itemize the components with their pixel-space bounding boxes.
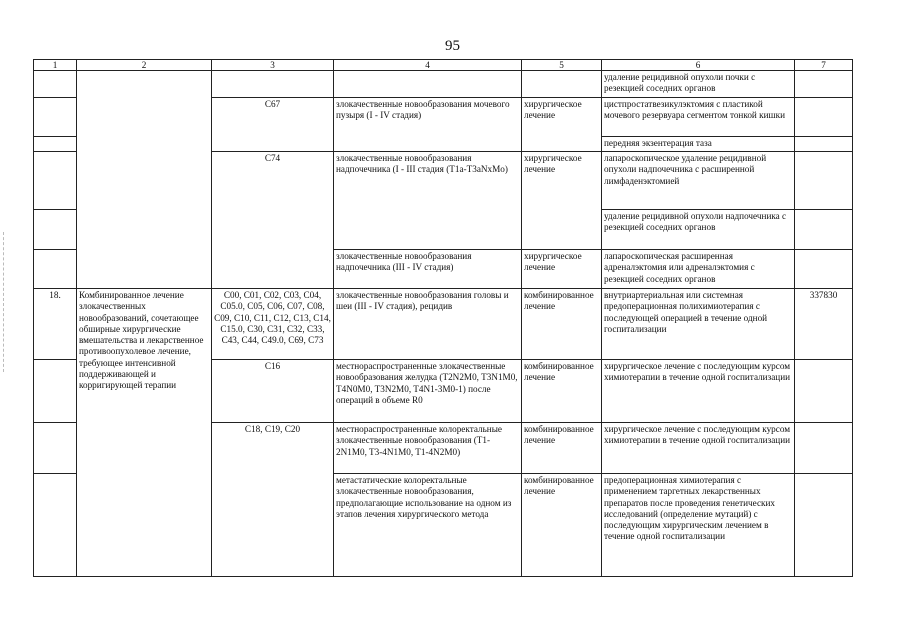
column-number: 6 bbox=[602, 60, 795, 71]
cell-number bbox=[34, 98, 77, 137]
cell-number bbox=[34, 210, 77, 250]
cell-treatment-type bbox=[522, 71, 602, 98]
cell-cost bbox=[795, 210, 853, 250]
table-row bbox=[34, 71, 853, 98]
cell-method: цистпростатвезикулэктомия с пластикой мочевого резервуара сегментом тонкой кишки bbox=[602, 98, 795, 137]
cell-diagnosis: местнораспространенные колоректальные злокачественные новообразования (T1-2N1M0, T3-4N1M0, T1-4N2M0) bbox=[334, 423, 522, 474]
cell-method: лапароскопическая расширенная адреналэктомия или адреналэктомия с резекцией соседних органов bbox=[602, 250, 795, 289]
cell-method: хирургическое лечение с последующим курсом химиотерапии в течение одной госпитализации bbox=[602, 423, 795, 474]
cell-number bbox=[34, 360, 77, 423]
scan-margin-marks bbox=[3, 232, 6, 372]
cell-number bbox=[34, 71, 77, 98]
cell-number bbox=[34, 474, 77, 577]
cell-cost bbox=[795, 137, 853, 152]
cell-diagnosis: злокачественные новообразования головы и шеи (III - IV стадия), рецидив bbox=[334, 289, 522, 360]
column-number: 3 bbox=[212, 60, 334, 71]
cell-method: лапароскопическое удаление рецидивной опухоли надпочечника с расширенной лимфаденэктомией bbox=[602, 152, 795, 210]
cell-diagnosis bbox=[334, 71, 522, 98]
cell-cost bbox=[795, 250, 853, 289]
column-number: 7 bbox=[795, 60, 853, 71]
page-number: 95 bbox=[445, 38, 460, 54]
cell-icd-codes: C16 bbox=[212, 360, 334, 423]
column-number: 2 bbox=[77, 60, 212, 71]
cell-cost bbox=[795, 98, 853, 137]
cell-icd-codes: C67 bbox=[212, 98, 334, 152]
cell-icd-codes: C74 bbox=[212, 152, 334, 289]
cell-method: удаление рецидивной опухоли почки с резекцией соседних органов bbox=[602, 71, 795, 98]
column-number: 5 bbox=[522, 60, 602, 71]
cell-method: хирургическое лечение с последующим курсом химиотерапии в течение одной госпитализации bbox=[602, 360, 795, 423]
cell-profile bbox=[77, 71, 212, 289]
cell-diagnosis: метастатические колоректальные злокачественные новообразования, предполагающие использование на одном из этапов лечения хирургического метода bbox=[334, 474, 522, 577]
cell-method: предоперационная химиотерапия с применением таргетных лекарственных препаратов после проведения генетических исследований (определение мутаций) с последующим хирургическим лечением в течение одной госпитализации bbox=[602, 474, 795, 577]
medical-care-table bbox=[33, 59, 853, 577]
cell-method: передняя экзентерация таза bbox=[602, 137, 795, 152]
cell-treatment-type: комбинированное лечение bbox=[522, 289, 602, 360]
cell-diagnosis: злокачественные новообразования надпочечника (I - III стадия (T1a-T3aNxMo) bbox=[334, 152, 522, 250]
cell-number bbox=[34, 137, 77, 152]
column-number: 1 bbox=[34, 60, 77, 71]
cell-treatment-type: хирургическое лечение bbox=[522, 250, 602, 289]
column-number: 4 bbox=[334, 60, 522, 71]
table-row bbox=[34, 289, 853, 360]
cell-number bbox=[34, 250, 77, 289]
cell-profile: Комбинированное лечение злокачественных новообразований, сочетающее обширные хирургические вмешательства и лекарственное противоопухолевое лечение, требующее интенсивной поддерживающей и корригирующей терапии bbox=[77, 289, 212, 577]
cell-icd-codes bbox=[212, 71, 334, 98]
cell-diagnosis: злокачественные новообразования мочевого пузыря (I - IV стадия) bbox=[334, 98, 522, 152]
cell-number: 18. bbox=[34, 289, 77, 360]
cell-cost bbox=[795, 152, 853, 210]
cell-cost: 337830 bbox=[795, 289, 853, 360]
cell-diagnosis: местнораспространенные злокачественные новообразования желудка (T2N2M0, T3N1M0, T4N0M0, T3N2M0, T4N1-3M0-1) после операций в объеме R0 bbox=[334, 360, 522, 423]
cell-cost bbox=[795, 360, 853, 423]
cell-treatment-type: комбинированное лечение bbox=[522, 474, 602, 577]
cell-icd-codes: C18, C19, C20 bbox=[212, 423, 334, 577]
cell-diagnosis: злокачественные новообразования надпочечника (III - IV стадия) bbox=[334, 250, 522, 289]
cell-number bbox=[34, 423, 77, 474]
cell-method: внутриартериальная или системная предоперационная полихимиотерапия с последующей операцией в течение одной госпитализации bbox=[602, 289, 795, 360]
cell-cost bbox=[795, 423, 853, 474]
cell-treatment-type: комбинированное лечение bbox=[522, 360, 602, 423]
cell-method: удаление рецидивной опухоли надпочечника с резекцией соседних органов bbox=[602, 210, 795, 250]
cell-treatment-type: хирургическое лечение bbox=[522, 98, 602, 152]
cell-cost bbox=[795, 71, 853, 98]
cell-treatment-type: хирургическое лечение bbox=[522, 152, 602, 250]
cell-icd-codes: C00, C01, C02, C03, C04, C05.0, C05, C06, C07, C08, C09, C10, C11, C12, C13, C14, C15.0, C30, C31, C32, C33, C43, C44, C49.0, C69, C73 bbox=[212, 289, 334, 360]
cell-number bbox=[34, 152, 77, 210]
cell-treatment-type: комбинированное лечение bbox=[522, 423, 602, 474]
column-number-row bbox=[34, 60, 853, 71]
cell-cost bbox=[795, 474, 853, 577]
